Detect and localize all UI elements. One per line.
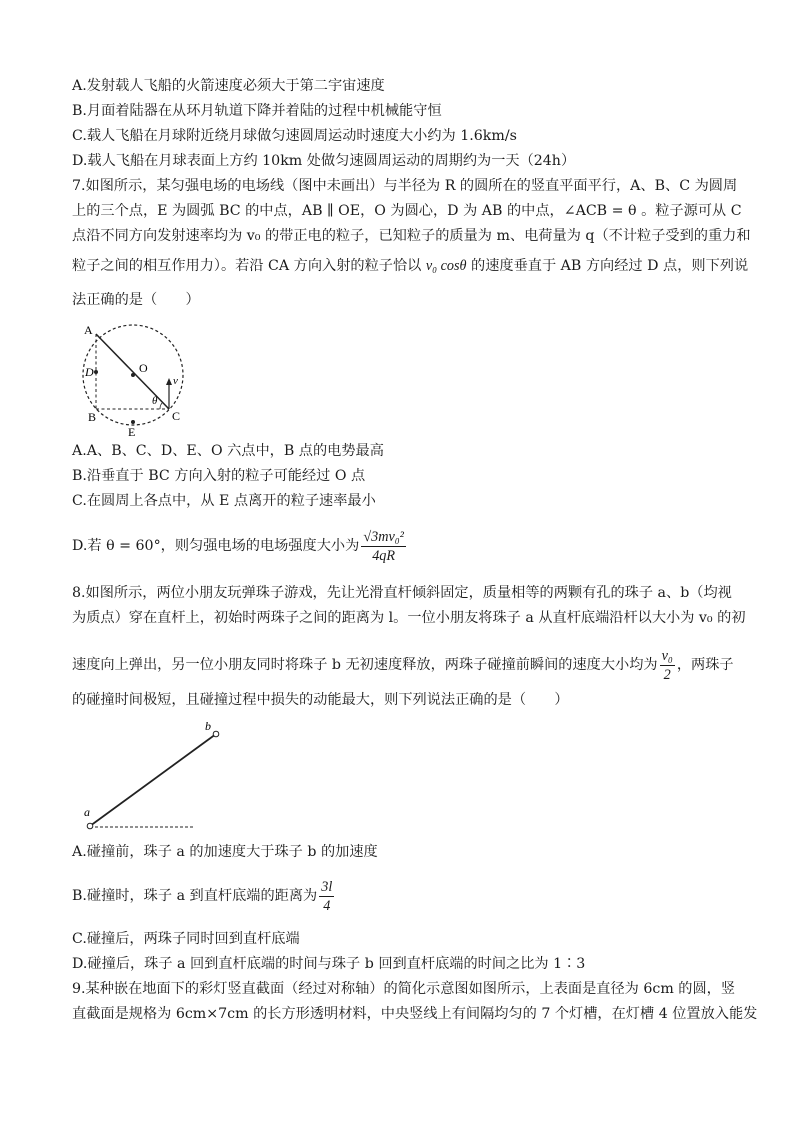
q7-label-e: E: [128, 425, 136, 438]
q8-distance-denominator: 4: [323, 897, 331, 914]
q7-velocity-arrowhead: [166, 378, 172, 385]
q8-option-d: D.碰撞后，珠子 a 回到直杆底端的时间与珠子 b 回到直杆底端的时间之比为 1∶3: [72, 956, 586, 972]
q7-stem-line4: [72, 256, 748, 276]
q6-option-b: B.月面着陆器在从环月轨道下降并着陆的过程中机械能守恒: [72, 103, 442, 119]
q7-option-a: A.A、B、C、D、E、O 六点中，B 点的电势最高: [72, 443, 384, 459]
q7-label-theta: θ: [152, 395, 158, 407]
q7-label-o: O: [139, 361, 148, 375]
q9-stem-line2: 直截面是规格为 6cm×7cm 的长方形透明材料，中央竖线上有间隔均匀的 7 个灯槽，在灯槽 4 位置放入能发: [72, 1006, 758, 1022]
q8-stem-line1: 8.如图所示，两位小朋友玩弹珠子游戏，先让光滑直杆倾斜固定，质量相等的两颗有孔的珠子 a、b（均视: [72, 585, 732, 601]
q8-speed-numerator: v₀: [661, 647, 673, 664]
q7-fraction-numerator: √3mv₀²: [363, 528, 404, 545]
q7-point-e: [131, 420, 135, 424]
q8-stem-line3: [72, 645, 734, 685]
q8-option-a: A.碰撞前，珠子 a 的加速度大于珠子 b 的加速度: [72, 844, 378, 860]
q7-label-b: B: [88, 410, 97, 424]
q8-label-b: b: [205, 719, 211, 733]
q7-label-v: v: [173, 375, 178, 387]
q8-stem-line2: 为质点）穿在直杆上，初始时两珠子之间的距离为 l。一位小朋友将珠子 a 从直杆底端沿杆以大小为 v₀ 的初: [72, 610, 746, 626]
q7-label-d: D: [85, 365, 94, 379]
q7-field-strength-fraction: [361, 528, 406, 565]
q8-stem-line3-end: ，两珠子: [676, 657, 734, 673]
q7-point-d: [94, 370, 98, 374]
q8-distance-numerator: 3l: [321, 878, 333, 895]
q8-inclined-rod: [90, 734, 216, 826]
q7-stem-line5: 法正确的是（ ）: [72, 292, 200, 308]
q7-stem-line3: 点沿不同方向发射速率均为 v₀ 的带正电的粒子，已知粒子的质量为 m、电荷量为 q（不计粒子受到的重力和: [72, 228, 751, 244]
q6-option-c: C.载人飞船在月球附近绕月球做匀速圆周运动时速度大小约为 1.6km/s: [72, 128, 517, 144]
q7-option-d: [72, 526, 408, 566]
q6-option-d: D.载人飞船在月球表面上方约 10km 处做匀速圆周运动的周期约为一天（24h）: [72, 153, 576, 169]
q7-fraction-denominator: 4qR: [372, 547, 396, 564]
q7-label-c: C: [172, 409, 181, 423]
q7-circle-diagram: [78, 318, 190, 438]
q7-point-o: [131, 373, 135, 377]
q7-segment-ca: [96, 334, 169, 409]
q7-label-a: A: [84, 323, 93, 337]
q8-option-c: C.碰撞后，两珠子同时回到直杆底端: [72, 931, 300, 947]
q7-option-d-text: D.若 θ = 60°，则匀强电场的电场强度大小为: [72, 538, 360, 554]
q7-stem-line2: 上的三个点，E 为圆弧 BC 的中点，AB ∥ OE，O 为圆心，D 为 AB 的中点，∠ACB = θ 。粒子源可从 C: [72, 203, 742, 219]
q7-stem-line4-end: 的速度垂直于 AB 方向经过 D 点，则下列说: [466, 258, 749, 274]
q8-distance-fraction: [319, 878, 334, 915]
q8-option-b: [72, 876, 336, 916]
q8-option-b-text: B.碰撞时，珠子 a 到直杆底端的距离为: [72, 888, 318, 904]
q8-speed-denominator: 2: [663, 666, 671, 683]
q9-stem-line1: 9.某种嵌在地面下的彩灯竖直截面（经过对称轴）的简化示意图如图所示，上表面是直径为 6cm 的圆，竖: [72, 981, 736, 997]
q7-velocity-expression: v₀ cosθ: [425, 258, 467, 274]
q7-option-c: C.在圆周上各点中，从 E 点离开的粒子速率最小: [72, 493, 376, 509]
q8-stem-line3-start: 速度向上弹出，另一位小朋友同时将珠子 b 无初速度释放，两珠子碰撞前瞬间的速度大小均为: [72, 657, 658, 673]
q8-stem-line4: 的碰撞时间极短，且碰撞过程中损失的动能最大，则下列说法正确的是（ ）: [72, 692, 569, 708]
q8-rod-diagram: [78, 718, 228, 836]
q7-stem-line1: 7.如图所示，某匀强电场的电场线（图中未画出）与半径为 R 的圆所在的竖直平面平行，A、B、C 为圆周: [72, 178, 738, 194]
q8-speed-fraction: [660, 647, 675, 684]
q7-option-b: B.沿垂直于 BC 方向入射的粒子可能经过 O 点: [72, 468, 366, 484]
q8-label-a: a: [84, 805, 90, 819]
q8-bead-b: [213, 731, 219, 737]
q7-stem-line4-start: 粒子之间的相互作用力）。若沿 CA 方向入射的粒子恰以: [72, 258, 426, 274]
q6-option-a: A.发射载人飞船的火箭速度必须大于第二宇宙速度: [72, 78, 385, 94]
q8-bead-a: [87, 823, 93, 829]
